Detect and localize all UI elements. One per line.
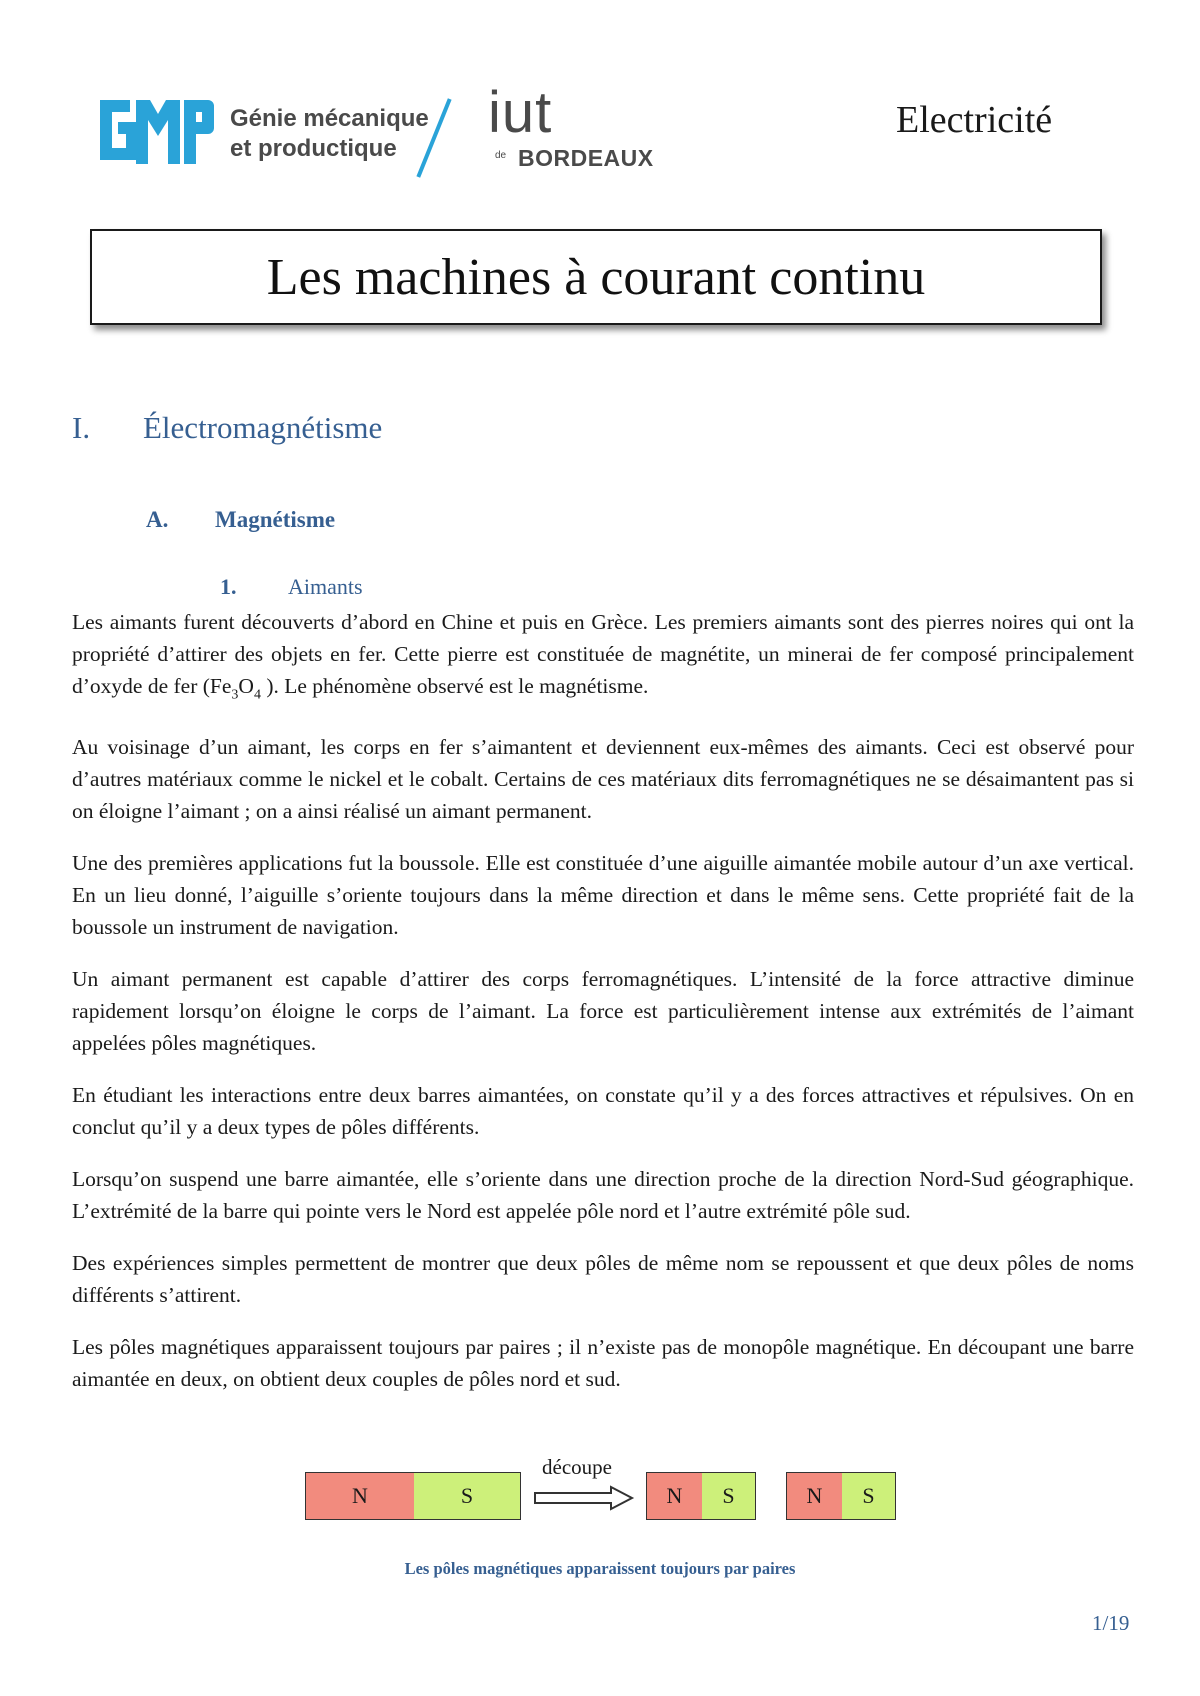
paragraph-3: Une des premières applications fut la boussole. Elle est constituée d’une aiguille aimantée mobile autour d’un axe vertical. En un lieu donné, l’aiguille s’oriente toujours dans la même direction et dans le même sens. Cette propriété fait de la boussole un instrument de navigation. [72,851,1134,940]
magnet-half-2-south: S [842,1473,895,1519]
magnet-whole-north: N [306,1473,414,1519]
body-text [72,606,1134,1415]
paragraph-1: Les aimants furent découverts d’abord en Chine et puis en Grèce. Les premiers aimants sont des pierres noires qui ont la propriété d’attirer des objets en fer. Cette pierre est constituée de magnétite, un minerai de fer composé principalement d’oxyde de fer ($Fe_3O_4$ ). Le phénomène observé est le magnétisme. [72,610,1134,703]
document-title-box [90,229,1102,325]
paragraph-4: Un aimant permanent est capable d’attirer des corps ferromagnétiques. L’intensité de la force attractive diminue rapidement lorsqu’on éloigne le corps de l’aimant. La force est particulièrement intense aux extrémités de l’aimant appelées pôles magnétiques. [72,967,1134,1056]
magnet-whole-south: S [414,1473,520,1519]
magnet-half-2-north: N [787,1473,842,1519]
subject-title: Electricité [896,99,1053,141]
department-line-1: Génie mécanique [230,105,429,132]
department-name [230,104,429,164]
paragraph-8: Les pôles magnétiques apparaissent toujours par paires ; il n’existe pas de monopôle magnétique. En découpant une barre aimantée en deux, on obtient deux couples de pôles nord et sud. [72,1335,1134,1392]
cut-arrow-icon [533,1485,635,1511]
subsubsection-title: Aimants [288,574,363,599]
section-number: I. [72,410,91,445]
iut-logo-city: BORDEAUX [518,145,654,171]
iut-logo-text: iut [488,80,553,145]
magnet-half-1 [646,1472,756,1520]
paragraph-6: Lorsqu’on suspend une barre aimantée, elle s’oriente dans une direction proche de la direction Nord-Sud géographique. L’extrémité de la barre qui pointe vers le Nord est appelée pôle nord et l’autre extrémité pôle sud. [72,1167,1134,1224]
document-title: Les machines à courant continu [266,248,926,306]
subsection-number: A. [146,507,169,532]
subsubsection-number: 1. [220,574,237,599]
page-number: 1/19 [1092,1611,1130,1635]
magnet-half-1-south: S [702,1473,755,1519]
cut-label: découpe [542,1455,612,1479]
paragraph-5: En étudiant les interactions entre deux barres aimantées, on constate qu’il y a des forces attractives et répulsives. On en conclut qu’il y a deux types de pôles différents. [72,1083,1134,1140]
figure-caption: Les pôles magnétiques apparaissent toujours par paires [404,1559,796,1578]
magnet-half-1-north: N [647,1473,702,1519]
paragraph-7: Des expériences simples permettent de montrer que deux pôles de même nom se repoussent et que deux pôles de noms différents s’attirent. [72,1251,1134,1308]
section-title: Électromagnétisme [143,410,383,445]
magnet-half-2 [786,1472,896,1520]
iut-logo-de: de [495,150,507,161]
department-line-2: et productique [230,135,397,162]
paragraph-2: Au voisinage d’un aimant, les corps en fer s’aimantent et deviennent eux-mêmes des aimants. Ceci est observé pour d’autres matériaux comme le nickel et le cobalt. Certains de ces matériaux dits ferromagnétiques ne se désaimantent pas si on éloigne l’aimant ; on a ainsi réalisé un aimant permanent. [72,735,1134,824]
gmp-logo-mark-icon [96,92,216,172]
magnet-whole [305,1472,521,1520]
subsection-title: Magnétisme [215,507,336,532]
